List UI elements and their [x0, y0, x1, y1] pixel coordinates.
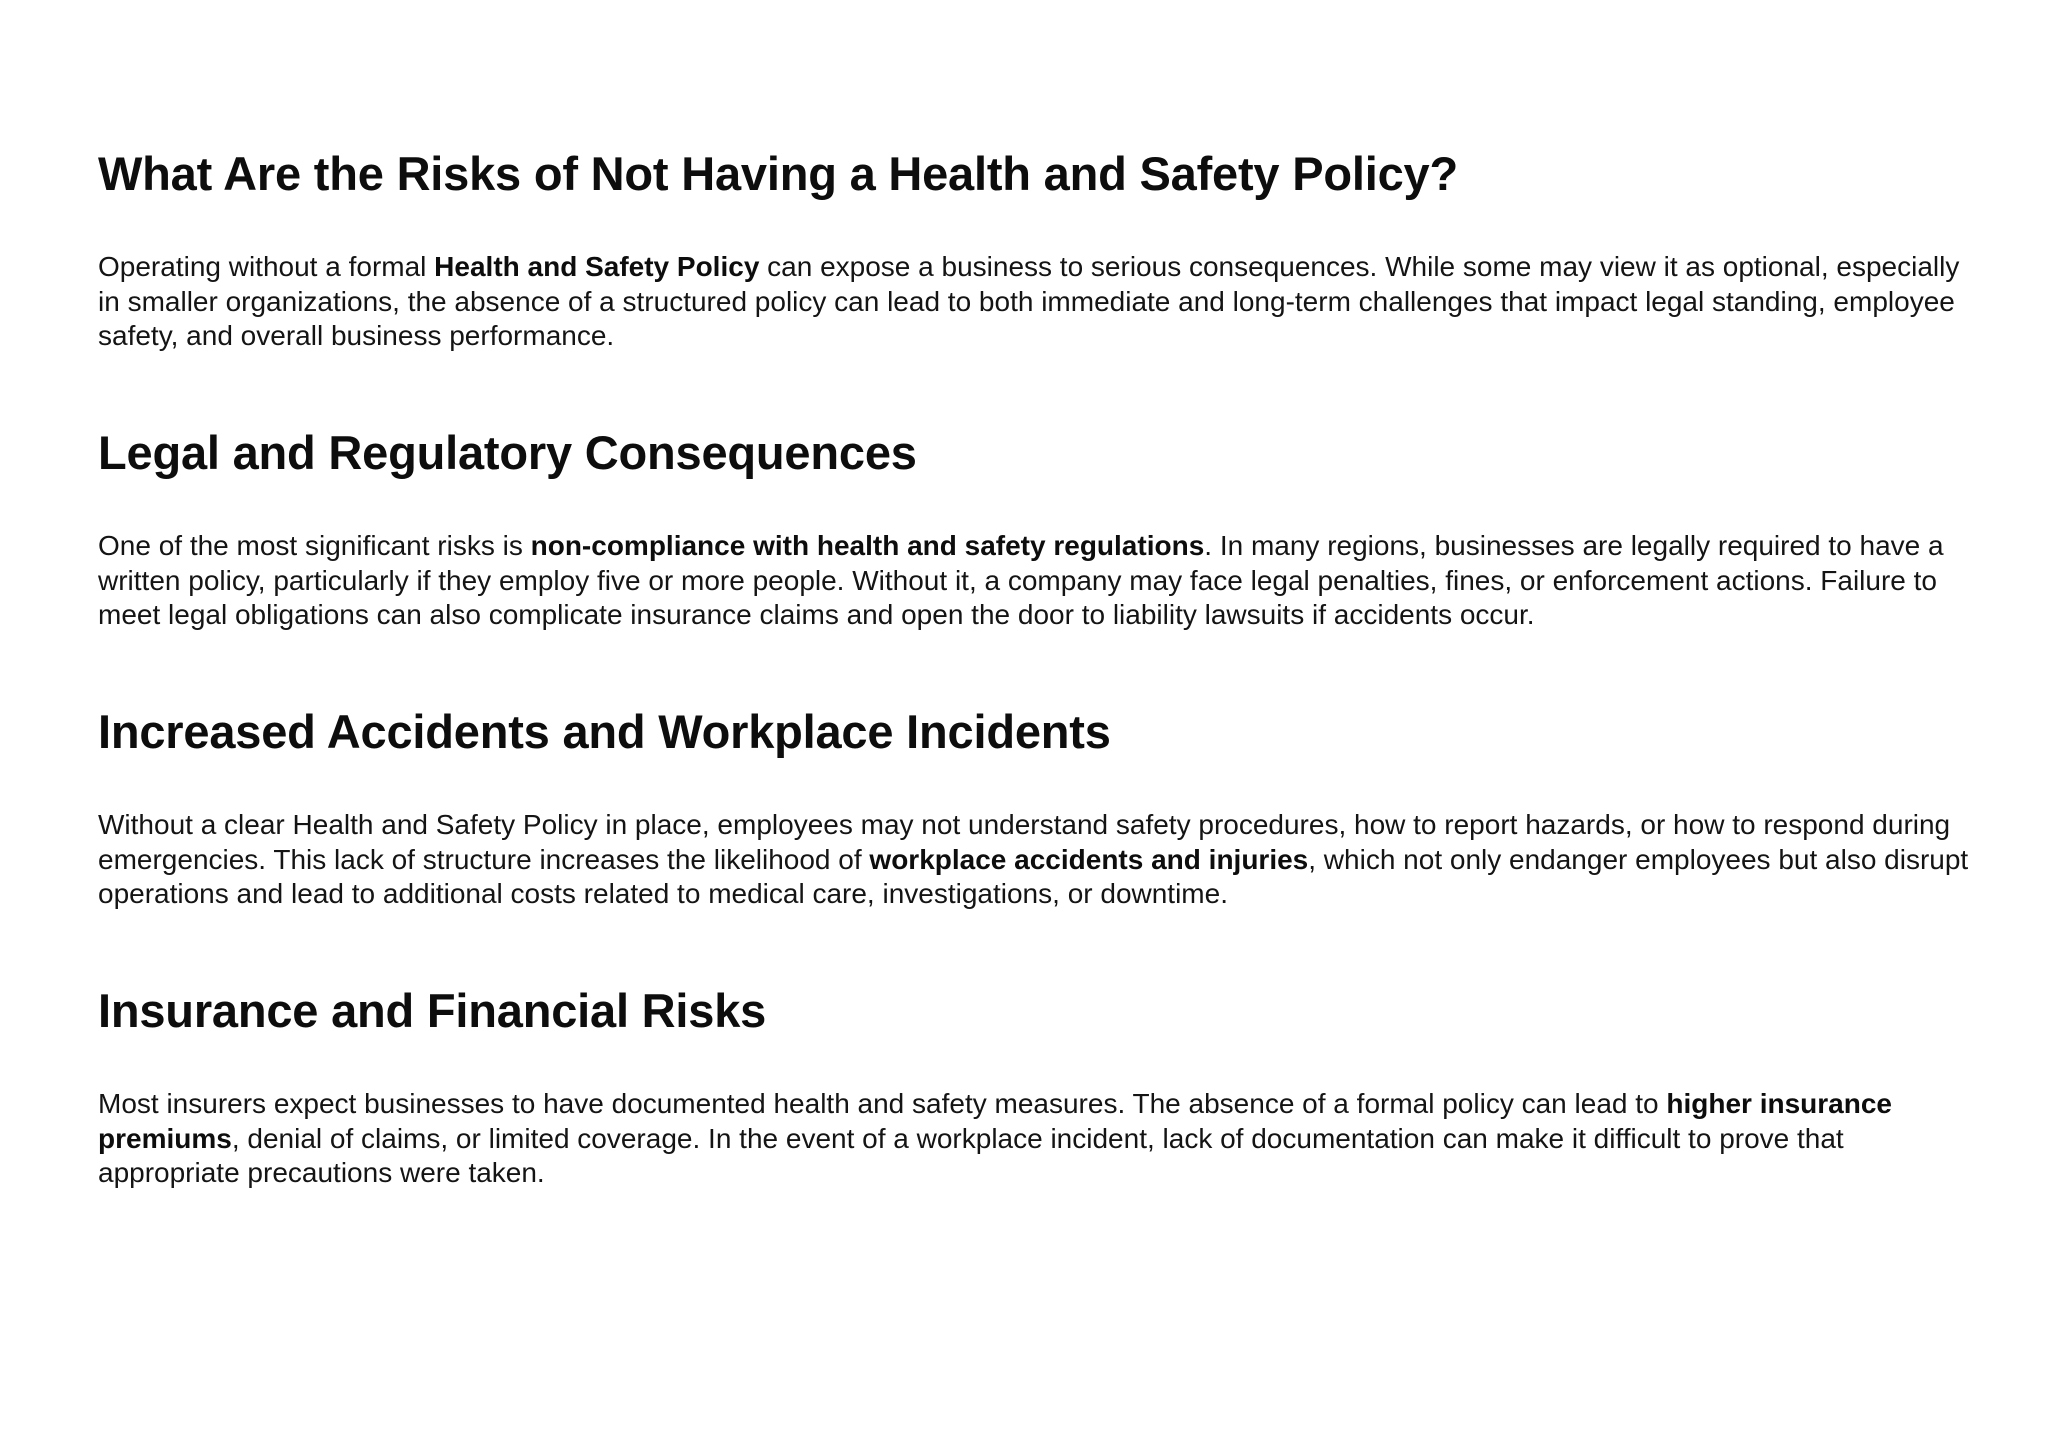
section-legal	[98, 425, 1978, 633]
paragraph-emphasis: workplace accidents and injuries	[869, 843, 1309, 875]
section-heading: Increased Accidents and Workplace Incidents	[98, 705, 1111, 758]
section-paragraph	[98, 529, 1978, 633]
paragraph-text: Most insurers expect businesses to have documented health and safety measures. The absence of a formal policy can lead to	[98, 1088, 1667, 1119]
section-insurance	[98, 983, 1978, 1191]
paragraph-text: Without a clear Health and Safety Policy in place, employees may not understand safety procedures, how to report hazards, or how to respond during emergencies. This lack of structure increases the likelihood of	[98, 809, 1951, 875]
section-heading: Legal and Regulatory Consequences	[98, 426, 917, 479]
paragraph-emphasis: higher insurance premiums	[98, 1088, 1892, 1154]
paragraph-text: Operating without a formal	[98, 251, 435, 282]
paragraph-text: One of the most significant risks is	[98, 530, 531, 561]
paragraph-text: can expose a business to serious consequences. While some may view it as optional, especially in smaller organizations, the absence of a structured policy can lead to both immediate and long-term challenges that impact legal standing, employee safety, and overall business performance.	[98, 251, 1960, 351]
page-title: What Are the Risks of Not Having a Health and Safety Policy?	[98, 147, 1458, 200]
paragraph-emphasis: non-compliance with health and safety regulations	[530, 530, 1205, 561]
paragraph-text: , denial of claims, or limited coverage. In the event of a workplace incident, lack of documentation can make it difficult to prove that appropriate precautions were taken.	[98, 1122, 1844, 1188]
section-heading: Insurance and Financial Risks	[98, 984, 767, 1037]
paragraph-text: . In many regions, businesses are legally required to have a written policy, particularly if they employ five or more people. Without it, a company may face legal penalties, fines, or enforcement actions. Failure to meet legal obligations can also complicate insurance claims and open the door to liability lawsuits if accidents occur.	[98, 530, 1944, 630]
paragraph-emphasis: Health and Safety Policy	[434, 251, 760, 282]
section-accidents	[98, 704, 1978, 912]
intro-paragraph	[98, 250, 1978, 354]
section-paragraph	[98, 808, 1978, 912]
paragraph-text: , which not only endanger employees but also disrupt operations and lead to additional costs related to medical care, investigations, or downtime.	[98, 843, 1969, 909]
section-risks-overview	[98, 146, 1978, 354]
section-paragraph	[98, 1087, 1978, 1191]
